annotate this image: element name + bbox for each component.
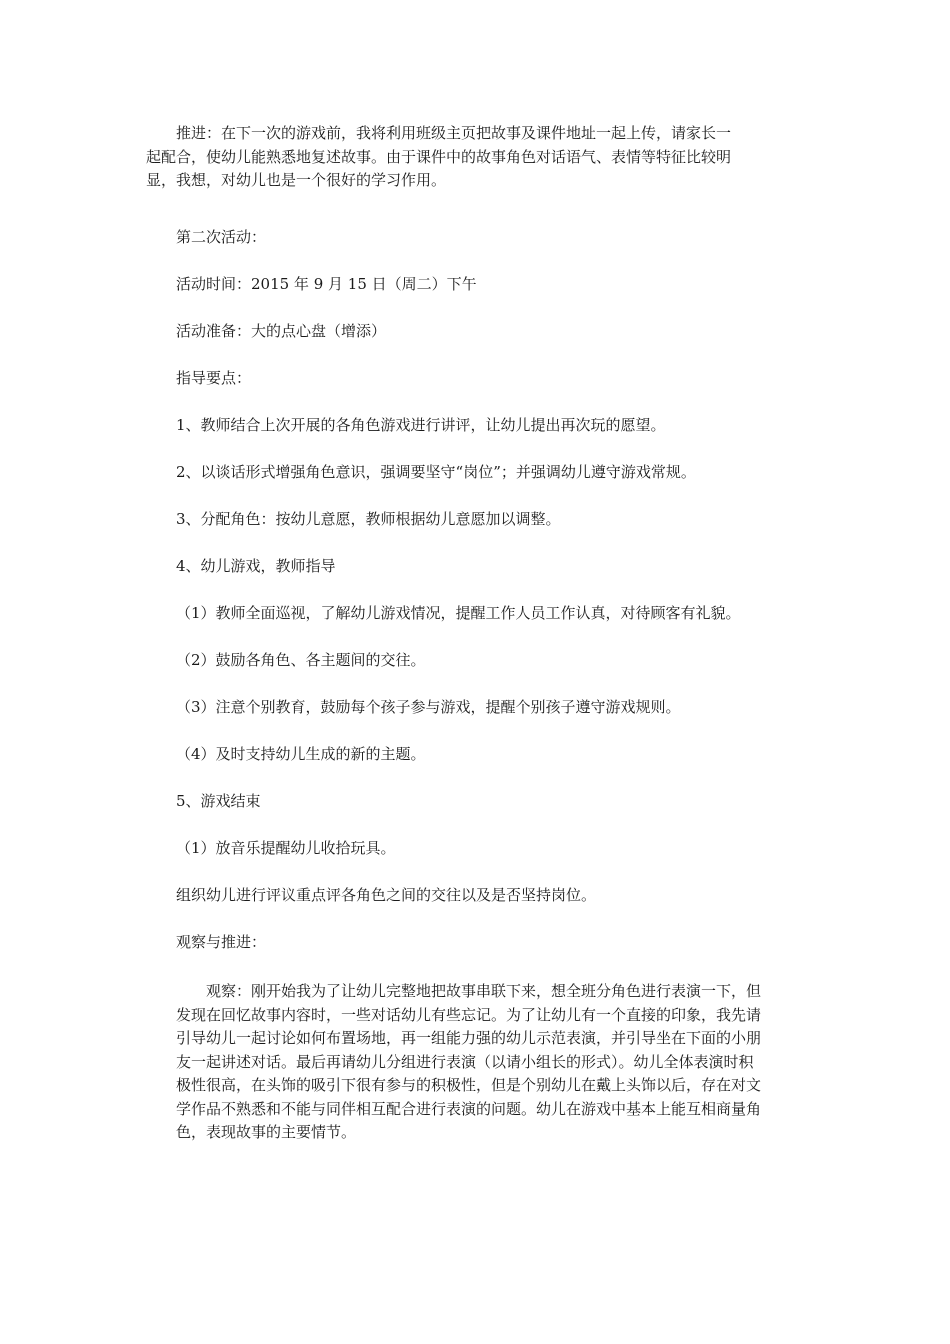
step-1: 1、教师结合上次开展的各角色游戏进行讲评，让幼儿提出再次玩的愿望。 <box>176 416 666 434</box>
intro-line-1: 推进：在下一次的游戏前，我将利用班级主页把故事及课件地址一起上传，请家长一 <box>176 124 732 142</box>
activity-time: 活动时间：2015 年 9 月 15 日（周二）下午 <box>176 275 477 293</box>
guidance-heading: 指导要点： <box>176 369 252 387</box>
evaluation-text: 组织幼儿进行评议重点评各角色之间的交往以及是否坚持岗位。 <box>176 886 597 904</box>
second-activity-heading: 第二次活动： <box>176 228 267 246</box>
activity-preparation: 活动准备：大的点心盘（增添） <box>176 322 387 340</box>
step-3: 3、分配角色：按幼儿意愿，教师根据幼儿意愿加以调整。 <box>176 510 561 528</box>
observation-line-2: 发现在回忆故事内容时，一些对话幼儿有些忘记。为了让幼儿有一个直接的印象，我先请 <box>176 1005 762 1024</box>
sub-step-3: （3）注意个别教育，鼓励每个孩子参与游戏，提醒个别孩子遵守游戏规则。 <box>176 698 681 716</box>
sub-step-2: （2）鼓励各角色、各主题间的交往。 <box>176 651 426 669</box>
observation-heading: 观察与推进： <box>176 933 267 951</box>
observation-line-6: 学作品不熟悉和不能与同伴相互配合进行表演的问题。幼儿在游戏中基本上能互相商量角 <box>176 1099 762 1118</box>
observation-line-5: 极性很高，在头饰的吸引下很有参与的积极性，但是个别幼儿在戴上头饰以后，存在对文 <box>176 1076 762 1094</box>
sub-step-4: （4）及时支持幼儿生成的新的主题。 <box>176 745 426 763</box>
step-4: 4、幼儿游戏，教师指导 <box>176 557 336 575</box>
step-5: 5、游戏结束 <box>176 792 261 810</box>
sub-step-1: （1）教师全面巡视，了解幼儿游戏情况，提醒工作人员工作认真，对待顾客有礼貌。 <box>176 604 741 622</box>
intro-line-2: 起配合，使幼儿能熟悉地复述故事。由于课件中的故事角色对话语气、表情等特征比较明 <box>146 147 732 166</box>
step-5-sub-1: （1）放音乐提醒幼儿收拾玩具。 <box>176 839 396 857</box>
intro-paragraph <box>146 122 776 193</box>
step-2: 2、以谈话形式增强角色意识，强调要坚守“岗位”；并强调幼儿遵守游戏常规。 <box>176 463 696 481</box>
observation-line-1: 观察：刚开始我为了让幼儿完整地把故事串联下来，想全班分角色进行表演一下，但 <box>206 982 762 1000</box>
observation-paragraph <box>176 980 776 1145</box>
observation-line-7: 色，表现故事的主要情节。 <box>176 1123 357 1141</box>
observation-line-3: 引导幼儿一起讨论如何布置场地，再一组能力强的幼儿示范表演，并引导坐在下面的小朋 <box>176 1029 762 1047</box>
observation-line-4: 友一起讲述对话。最后再请幼儿分组进行表演（以请小组长的形式）。幼儿全体表演时积 <box>176 1052 754 1071</box>
intro-line-3: 显，我想，对幼儿也是一个很好的学习作用。 <box>146 171 447 189</box>
